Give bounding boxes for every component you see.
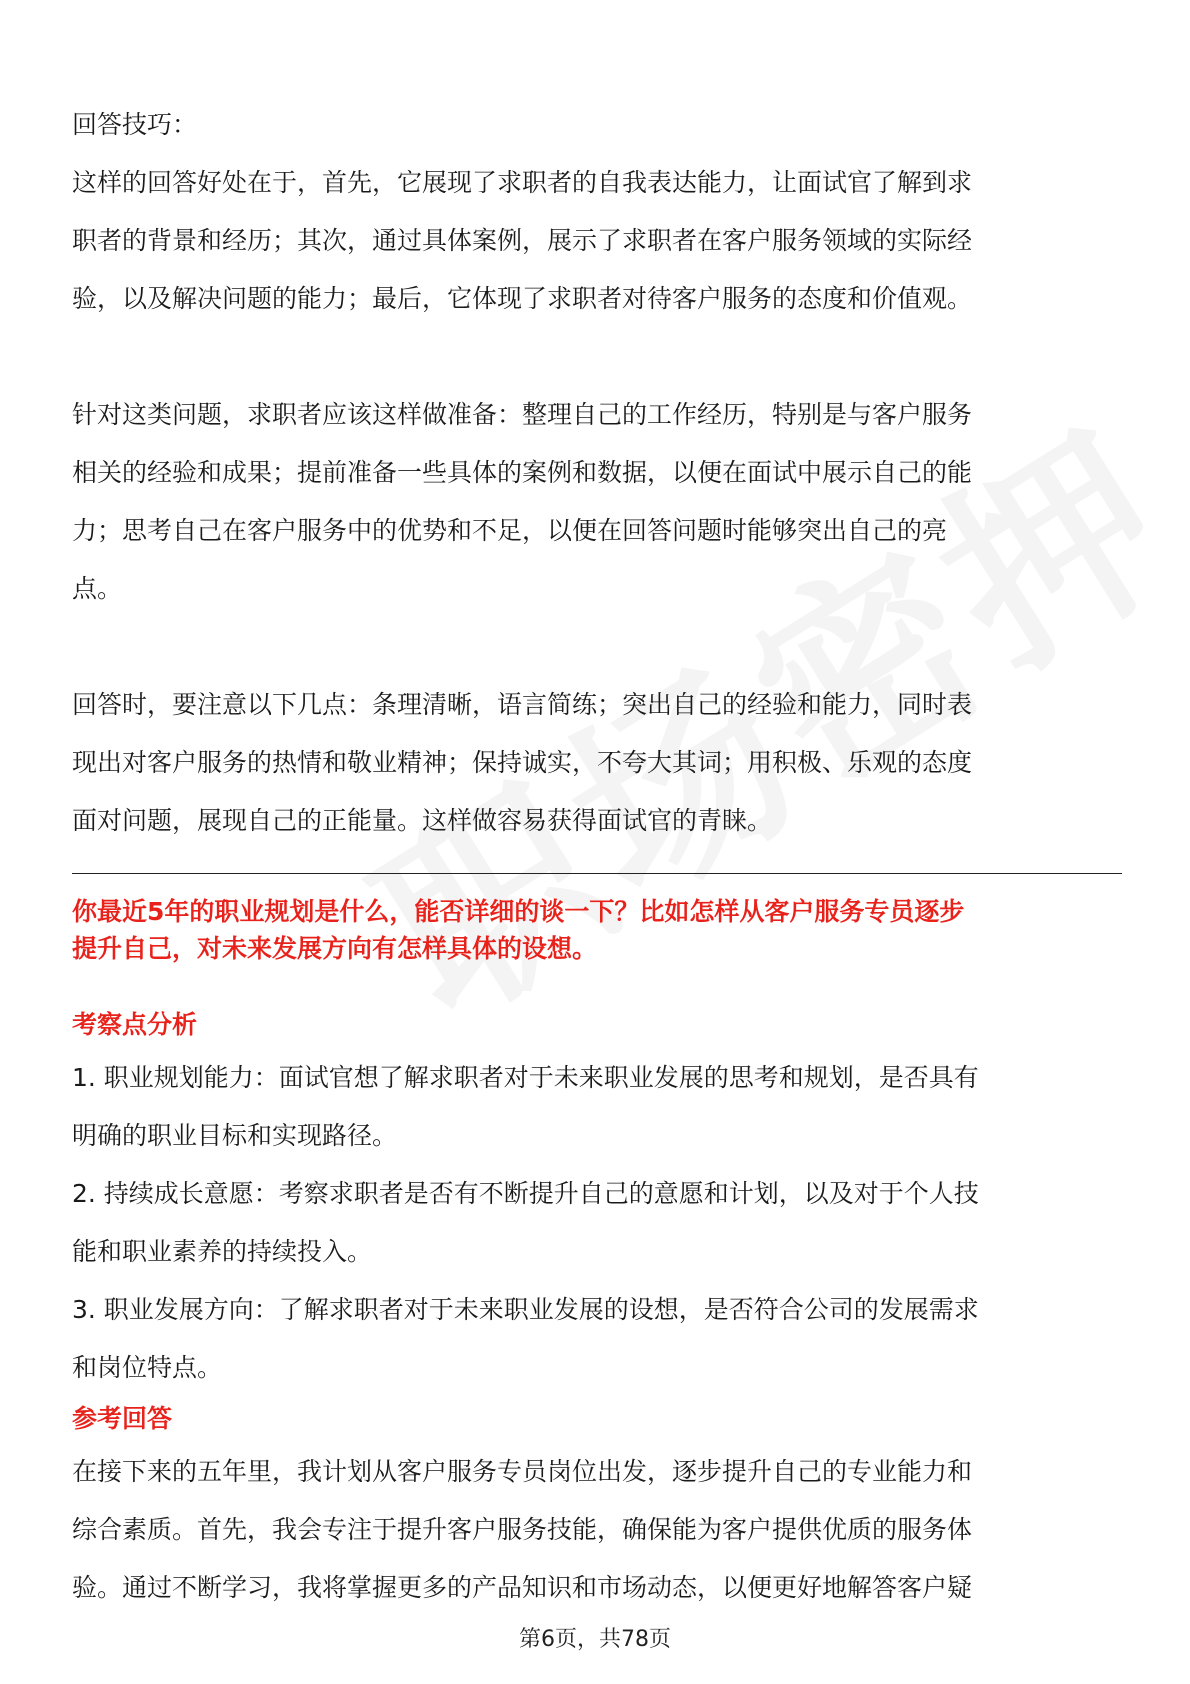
paragraph-line: 回答时，要注意以下几点：条理清晰，语言简练；突出自己的经验和能力，同时表 xyxy=(72,690,973,719)
reference-line: 在接下来的五年里，我计划从客户服务专员岗位出发，逐步提升自己的专业能力和 xyxy=(72,1457,973,1486)
question-line: 你最近5年的职业规划是什么，能否详细的谈一下？比如怎样从客户服务专员逐步 xyxy=(72,897,965,926)
section-answer-tips xyxy=(72,96,1122,850)
section-divider xyxy=(72,873,1122,874)
page-number: 第6页，共78页 xyxy=(519,1627,671,1652)
reference-answer xyxy=(72,1443,1122,1617)
analysis-heading: 考察点分析 xyxy=(72,1010,198,1039)
interview-question xyxy=(72,893,1122,967)
reference-line: 验。通过不断学习，我将掌握更多的产品知识和市场动态，以便更好地解答客户疑 xyxy=(72,1573,973,1602)
analysis-item-2: 2. 持续成长意愿：考察求职者是否有不断提升自己的意愿和计划，以及对于个人技 xyxy=(72,1179,979,1208)
paragraph-line: 这样的回答好处在于，首先，它展现了求职者的自我表达能力，让面试官了解到求 xyxy=(72,168,973,197)
paragraph-line: 面对问题，展现自己的正能量。这样做容易获得面试官的青睐。 xyxy=(72,806,773,835)
paragraph-line: 验，以及解决问题的能力；最后，它体现了求职者对待客户服务的态度和价值观。 xyxy=(72,284,973,313)
paragraph-line: 点。 xyxy=(72,574,123,603)
paragraph-line: 力；思考自己在客户服务中的优势和不足，以便在回答问题时能够突出自己的亮 xyxy=(72,516,948,545)
reference-heading: 参考回答 xyxy=(72,1404,173,1433)
paragraph-line: 相关的经验和成果；提前准备一些具体的案例和数据，以便在面试中展示自己的能 xyxy=(72,458,973,487)
paragraph-line: 职者的背景和经历；其次，通过具体案例，展示了求职者在客户服务领域的实际经 xyxy=(72,226,973,255)
question-line: 提升自己，对未来发展方向有怎样具体的设想。 xyxy=(72,934,598,963)
analysis-list xyxy=(72,1049,1122,1397)
analysis-item-3: 3. 职业发展方向：了解求职者对于未来职业发展的设想，是否符合公司的发展需求 xyxy=(72,1295,979,1324)
answer-tips-heading: 回答技巧： xyxy=(72,110,198,139)
analysis-item-2-cont: 能和职业素养的持续投入。 xyxy=(72,1237,373,1266)
paragraph-line: 针对这类问题，求职者应该这样做准备：整理自己的工作经历，特别是与客户服务 xyxy=(72,400,973,429)
analysis-item-1-cont: 明确的职业目标和实现路径。 xyxy=(72,1121,398,1150)
paragraph-line: 现出对客户服务的热情和敬业精神；保持诚实，不夸大其词；用积极、乐观的态度 xyxy=(72,748,973,777)
analysis-item-3-cont: 和岗位特点。 xyxy=(72,1353,223,1382)
analysis-item-1: 1. 职业规划能力：面试官想了解求职者对于未来职业发展的思考和规划，是否具有 xyxy=(72,1063,979,1092)
reference-line: 综合素质。首先，我会专注于提升客户服务技能，确保能为客户提供优质的服务体 xyxy=(72,1515,973,1544)
